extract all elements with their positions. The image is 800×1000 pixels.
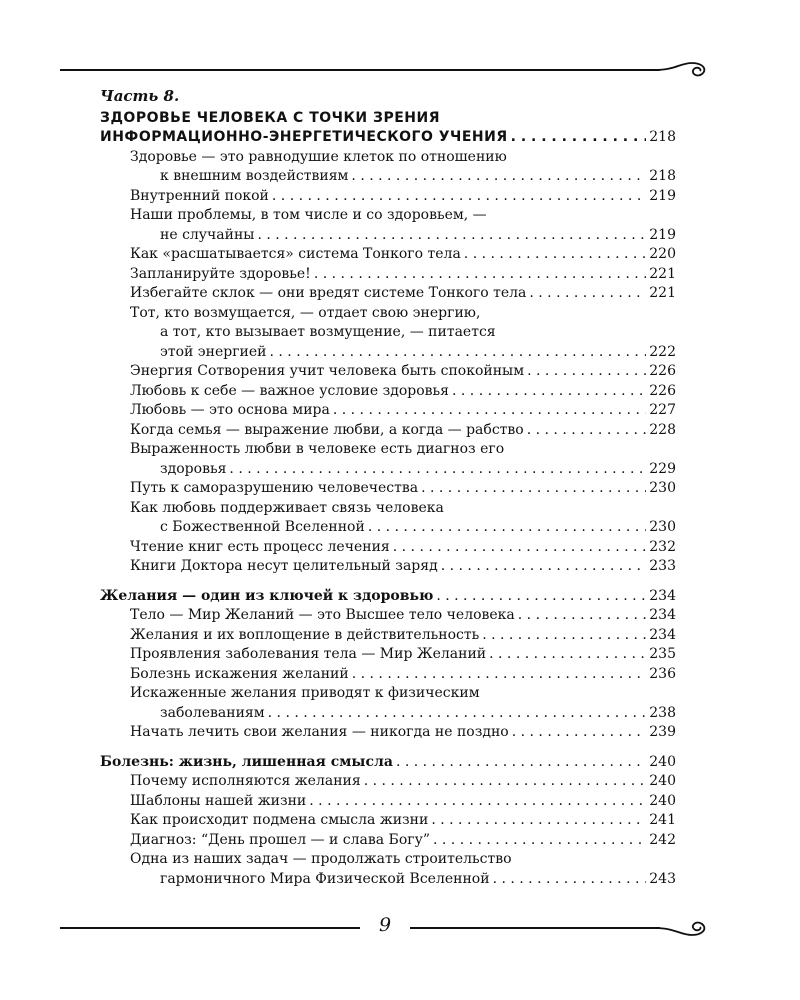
toc-entry[interactable] bbox=[100, 684, 676, 723]
leader-dots bbox=[493, 870, 647, 890]
toc-entry-title: Как происходит подмена смысла жизни bbox=[130, 812, 429, 828]
toc-entry-title: Начать лечить свои желания — никогда не поздно bbox=[130, 724, 509, 740]
toc-entry-page: 243 bbox=[649, 870, 676, 887]
leader-dots bbox=[257, 226, 646, 246]
toc-entry-page: 234 bbox=[649, 607, 676, 623]
toc-entry-title: здоровья bbox=[160, 460, 227, 477]
toc-entry-title: Избегайте склок — они вредят системе Тонкого тела bbox=[130, 285, 527, 301]
leader-dots bbox=[309, 792, 646, 812]
toc-entry[interactable] bbox=[100, 401, 676, 421]
toc-entry-title: гармоничного Мира Физической Вселенной bbox=[160, 870, 490, 887]
toc-entry-page: 226 bbox=[649, 382, 676, 399]
toc-entry[interactable] bbox=[100, 606, 676, 626]
toc-entry-page: 230 bbox=[649, 519, 676, 535]
toc-entry-page: 219 bbox=[649, 187, 676, 204]
toc-entry-page: 235 bbox=[649, 646, 676, 662]
leader-dots bbox=[441, 557, 647, 577]
toc-entry-line: Наши проблемы, в том числе и со здоровьем, — bbox=[130, 207, 487, 223]
toc-entry-line: Как любовь поддерживает связь человека bbox=[130, 499, 444, 516]
part-page: 218 bbox=[649, 129, 676, 145]
part-title-line2: ИНФОРМАЦИОННО-ЭНЕРГЕТИЧЕСКОГО УЧЕНИЯ bbox=[100, 129, 508, 145]
toc-entry-page: 230 bbox=[649, 480, 676, 496]
toc-entry-title: Энергия Сотворения учит человека быть спокойным bbox=[130, 363, 525, 379]
part-title-row[interactable] bbox=[100, 128, 676, 148]
leader-dots bbox=[393, 538, 647, 558]
toc-entry-page: 218 bbox=[649, 168, 676, 184]
toc-entry[interactable] bbox=[100, 362, 676, 382]
toc-entry-title: Любовь — это основа мира bbox=[130, 402, 330, 418]
illness-title: Болезнь: жизнь, лишенная смысла bbox=[100, 753, 393, 770]
illness-title-row[interactable] bbox=[100, 753, 676, 773]
leader-dots bbox=[464, 245, 646, 265]
toc-entry[interactable] bbox=[100, 479, 676, 499]
toc-entry-title: Диагноз: “День прошел — и слава Богу” bbox=[130, 831, 430, 848]
toc-entry-page: 221 bbox=[649, 285, 676, 301]
toc-entry-title: Когда семья — выражение любви, а когда — рабство bbox=[130, 421, 524, 438]
toc-entry[interactable] bbox=[100, 831, 676, 851]
toc-entry-page: 222 bbox=[649, 343, 676, 360]
leader-dots bbox=[272, 187, 646, 207]
toc-entry[interactable] bbox=[100, 245, 676, 265]
toc-entry-line: Выраженность любви в человеке есть диагноз его bbox=[130, 441, 505, 457]
leader-dots bbox=[333, 401, 646, 421]
toc-entry-title: Путь к саморазрушению человечества bbox=[130, 480, 419, 496]
toc-entry[interactable] bbox=[100, 850, 676, 889]
toc-entry-page: 228 bbox=[649, 421, 676, 438]
leader-dots bbox=[364, 772, 647, 792]
toc-entry-title: Внутренний покой bbox=[130, 187, 269, 204]
leader-dots bbox=[352, 665, 647, 685]
toc-entry[interactable] bbox=[100, 284, 676, 304]
leader-dots bbox=[351, 167, 646, 187]
toc-entry-title: Книги Доктора несут целительный заряд bbox=[130, 558, 438, 574]
toc-entry-page: 232 bbox=[649, 538, 676, 555]
toc-entry-line: Здоровье — это равнодушие клеток по отношению bbox=[130, 148, 507, 165]
desires-entries bbox=[100, 606, 676, 743]
toc-entry-page: 241 bbox=[649, 812, 676, 828]
toc-entry[interactable] bbox=[100, 440, 676, 479]
toc-entry-title: заболеваниям bbox=[160, 704, 265, 721]
leader-dots bbox=[268, 704, 647, 724]
toc-entry-title: Почему исполняются желания bbox=[130, 773, 361, 789]
toc-entry[interactable] bbox=[100, 187, 676, 207]
part-label: Часть 8. bbox=[100, 87, 180, 105]
leader-dots bbox=[229, 460, 646, 480]
leader-dots bbox=[433, 831, 646, 851]
toc-entry-page: 242 bbox=[649, 831, 676, 848]
toc-entry-line: а тот, кто вызывает возмущение, — питается bbox=[160, 324, 496, 340]
toc-entry[interactable] bbox=[100, 557, 676, 577]
leader-dots bbox=[314, 265, 646, 285]
leader-dots bbox=[368, 518, 646, 538]
desires-title-row[interactable] bbox=[100, 587, 676, 607]
toc-entry[interactable] bbox=[100, 382, 676, 402]
part-entries bbox=[100, 148, 676, 577]
toc-entry-title: Любовь к себе — важное условие здоровья bbox=[130, 382, 449, 399]
leader-dots bbox=[489, 645, 646, 665]
toc-entry-page: 233 bbox=[649, 558, 676, 574]
toc-entry[interactable] bbox=[100, 811, 676, 831]
toc-entry-line: Тот, кто возмущается, — отдает свою энергию, bbox=[130, 304, 481, 321]
toc-entry-title: этой энергией bbox=[160, 343, 267, 360]
table-of-contents bbox=[100, 86, 676, 889]
toc-entry[interactable] bbox=[100, 772, 676, 792]
leader-dots bbox=[482, 626, 646, 646]
toc-entry-title: Шаблоны нашей жизни bbox=[130, 792, 307, 809]
toc-entry[interactable] bbox=[100, 421, 676, 441]
toc-entry-line: Одна из наших задач — продолжать строительство bbox=[130, 851, 512, 867]
toc-entry[interactable] bbox=[100, 665, 676, 685]
illness-page: 240 bbox=[649, 753, 676, 770]
toc-entry-page: 234 bbox=[649, 626, 676, 643]
toc-entry-page: 240 bbox=[649, 773, 676, 789]
toc-entry[interactable] bbox=[100, 265, 676, 285]
toc-entry[interactable] bbox=[100, 792, 676, 812]
leader-dots bbox=[529, 284, 646, 304]
leader-dots bbox=[270, 343, 647, 363]
toc-entry-page: 236 bbox=[649, 665, 676, 682]
toc-entry-page: 219 bbox=[649, 226, 676, 243]
desires-title: Желания — один из ключей к здоровью bbox=[100, 587, 434, 604]
toc-entry[interactable] bbox=[100, 304, 676, 363]
toc-entry-page: 221 bbox=[649, 265, 676, 282]
toc-entry-page: 240 bbox=[649, 792, 676, 809]
toc-entry[interactable] bbox=[100, 538, 676, 558]
toc-entry-title: к внешним воздействиям bbox=[160, 168, 349, 184]
top-ornament bbox=[60, 55, 720, 85]
leader-dots bbox=[527, 421, 647, 441]
toc-entry[interactable] bbox=[100, 626, 676, 646]
toc-entry-title: Чтение книг есть процесс лечения bbox=[130, 538, 390, 555]
toc-entry-title: не случайны bbox=[160, 226, 255, 243]
toc-entry-page: 238 bbox=[649, 704, 676, 721]
toc-entry[interactable] bbox=[100, 148, 676, 187]
toc-entry-title: Желания и их воплощение в действительность bbox=[130, 626, 480, 643]
toc-entry-title: Болезнь искажения желаний bbox=[130, 665, 349, 682]
leader-dots bbox=[452, 382, 646, 402]
toc-entry[interactable] bbox=[100, 645, 676, 665]
leader-dots bbox=[421, 479, 646, 499]
toc-entry-page: 220 bbox=[649, 246, 676, 262]
toc-entry-title: Тело — Мир Желаний — это Высшее тело человека bbox=[130, 607, 515, 623]
toc-entry-title: Проявления заболевания тела — Мир Желаний bbox=[130, 646, 487, 662]
leader-dots bbox=[512, 723, 647, 743]
toc-entry-page: 229 bbox=[649, 460, 676, 477]
toc-entry-title: Запланируйте здоровье! bbox=[130, 265, 311, 282]
desires-page: 234 bbox=[649, 587, 676, 604]
toc-entry-title: с Божественной Вселенной bbox=[160, 519, 365, 535]
leader-dots bbox=[527, 362, 646, 382]
toc-entry-title: Как «расшатывается» система Тонкого тела bbox=[130, 246, 461, 262]
toc-entry-page: 227 bbox=[649, 402, 676, 418]
toc-entry[interactable] bbox=[100, 206, 676, 245]
toc-entry-line: Искаженные желания приводят к физическим bbox=[130, 685, 480, 701]
toc-entry[interactable] bbox=[100, 499, 676, 538]
leader-dots bbox=[518, 606, 646, 626]
toc-entry-page: 226 bbox=[649, 363, 676, 379]
page-number: 9 bbox=[360, 912, 410, 938]
toc-entry[interactable] bbox=[100, 723, 676, 743]
toc-entry-page: 239 bbox=[649, 724, 676, 740]
leader-dots bbox=[431, 811, 646, 831]
part-title-line1: ЗДОРОВЬЕ ЧЕЛОВЕКА С ТОЧКИ ЗРЕНИЯ bbox=[100, 110, 440, 126]
illness-entries bbox=[100, 772, 676, 889]
